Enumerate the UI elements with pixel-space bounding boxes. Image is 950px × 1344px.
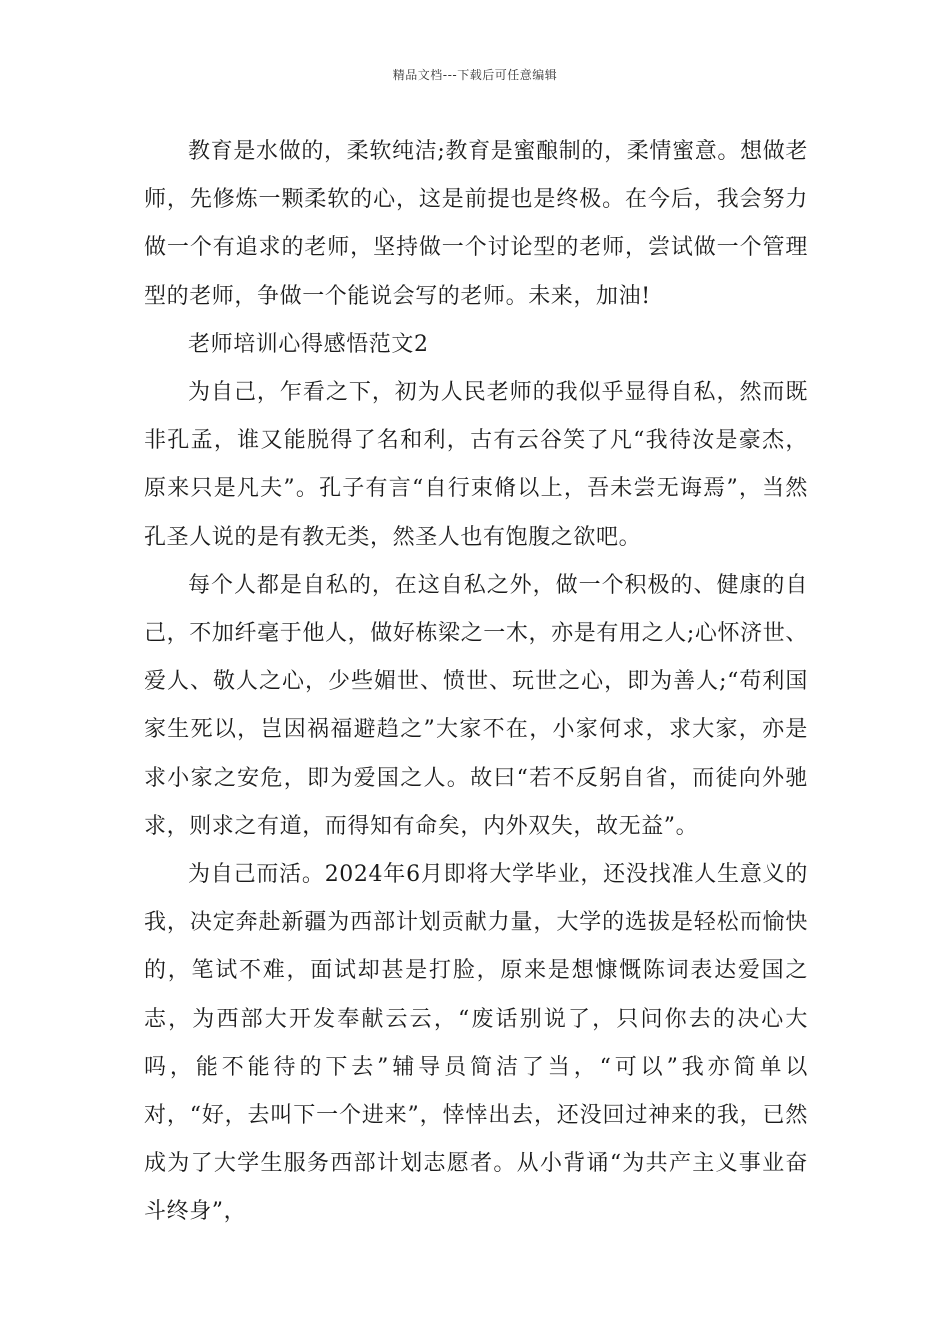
paragraph-live-for-self: 为自己而活。2024年6月即将大学毕业，还没找准人生意义的我，决定奔赴新疆为西部计划贡献力量，大学的选拔是轻松而愉快的，笔试不难，面试却甚是打脸，原来是想慷慨陈词表达爱国之志，为西部大开发奉献云云，“废话别说了，只问你去的决心大吗，能不能待的下去”辅导员简洁了当，“可以”我亦简单以对，“好，去叫下一个进来”，悻悻出去，还没回过神来的我，已然成为了大学生服务西部计划志愿者。从小背诵“为共产主义事业奋斗终身”， [144, 862, 808, 1225]
paragraph-education: 教育是水做的，柔软纯洁;教育是蜜酿制的，柔情蜜意。想做老师，先修炼一颗柔软的心，这是前提也是终极。在今后，我会努力做一个有追求的老师，坚持做一个讨论型的老师，尝试做一个管理型的老师，争做一个能说会写的老师。未来，加油! [144, 139, 808, 309]
section-heading: 老师培训心得感悟范文2 [188, 331, 429, 357]
paragraph-everyone-selfish: 每个人都是自私的，在这自私之外，做一个积极的、健康的自己，不加纤毫于他人，做好栋梁之一木，亦是有用之人;心怀济世、爱人、敬人之心，少些媚世、愤世、玩世之心，即为善人;“苟利国家生死以，岂因祸福避趋之”大家不在，小家何求，求大家，亦是求小家之安危，即为爱国之人。故曰“若不反躬自省，而徒向外驰求，则求之有道，而得知有命矣，内外双失，故无益”。 [144, 572, 808, 839]
paragraph-for-self: 为自己，乍看之下，初为人民老师的我似乎显得自私，然而既非孔孟，谁又能脱得了名和利，古有云谷笑了凡“我待汝是豪杰，原来只是凡夫”。孔子有言“自行束脩以上，吾未尝无诲焉”，当然孔圣人说的是有教无类，然圣人也有饱腹之欲吧。 [144, 380, 808, 550]
document-body [144, 128, 808, 1237]
page-header: 精品文档---下载后可任意编辑 [392, 68, 558, 82]
